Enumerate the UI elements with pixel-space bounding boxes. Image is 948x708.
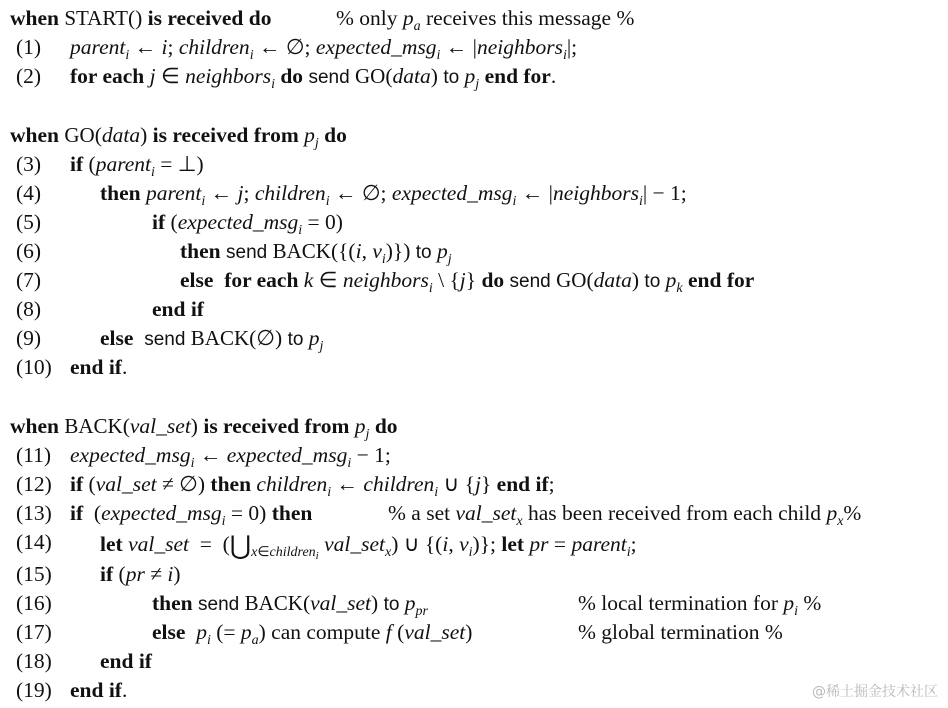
algorithm-page: when START() is received do % only $p_a$ receives this message % (1) parent$_i$ ← i; children$_i$ ← ∅; expected_msg$_i$ ← |neighbors$_i$|; (2) for each j ∈ neighbors$_i$ do send GO(data) to $p_j$ end for. when GO(data) is received from $p_j$ do (3) if (parent$_i$ = ⊥) (4) then parent$_i$ ← j; children$_i$ ← ∅; expected_msg$_i$ ← |neighbors$_i$| − 1; (5) if (expected_msg$_i$ = 0) (6) then send BACK({(i, $v_i$)}) to $p_j$ (7) else for each k ∈ neighbors$_i$ \ {j} do send GO(data) to $p_k$ end for (8) end if (9) else send BACK(∅) to $p_j$ (10) end if. when BACK(val_set) is received from $p_j$ do (11) expected_msg$_i$ ← expected_msg$_i$ − 1; (12) if (val_set ≠ ∅) then children$_i$ ← children$_i$ ∪ {j} end if; (13) if (expected_msg$_i$ = 0) then % a set val_set$_x$ has been received from each child $p_x\%$ (14) let val_set = ($⋃_{x\in children_i}$ val_set$_x$) ∪ {(i, $v_i$)}; let pr = parent$_i$; (15) if (pr ≠ i) (16) then send BACK(val_set) to $p_{pr}$ % local termination for $p_i$ % (17) else $p_i$ (= $p_a$) can compute f (val_set) % global termination % (18) end if (19) end if. @稀土掘金技术社区 <box>10 6 938 702</box>
watermark: @稀土掘金技术社区 <box>812 684 938 700</box>
line-number: (1) <box>16 35 42 59</box>
